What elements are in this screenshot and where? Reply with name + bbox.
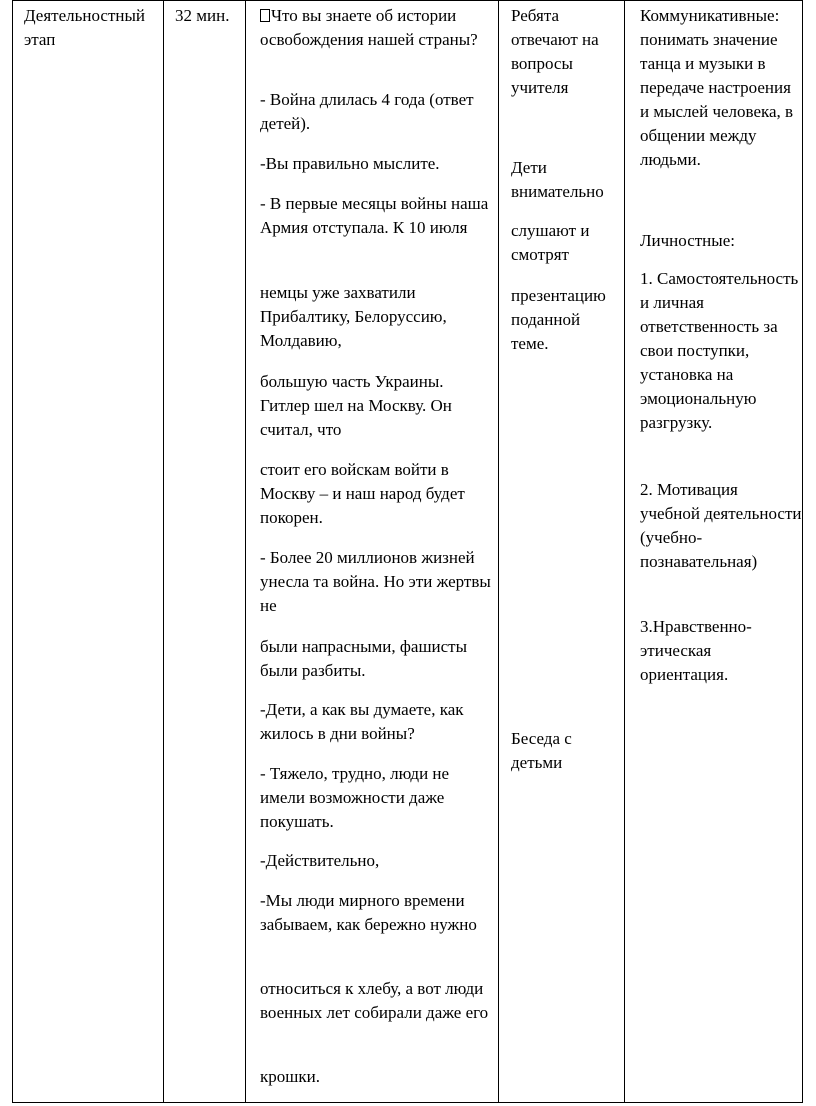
uud-paragraph: Личностные:	[640, 231, 735, 250]
uud-paragraph: 2. Мотивация учебной деятельности (учебно-познавательная)	[640, 480, 802, 571]
student-activity-column	[498, 1, 624, 1102]
teacher-paragraph: - Более 20 миллионов жизней унесла та война. Но эти жертвы не	[260, 548, 491, 615]
student-paragraph: презентацию поданной теме.	[511, 286, 606, 353]
teacher-paragraph: стоит его войскам войти в Москву – и наш народ будет покорен.	[260, 460, 465, 527]
teacher-activity-column	[245, 1, 498, 1102]
student-paragraph: Беседа с детьми	[511, 729, 572, 772]
symbol-glyph	[260, 9, 270, 22]
teacher-paragraph: -Действительно,	[260, 851, 380, 870]
uud-paragraph: Коммуникативные: понимать значение танца и музыки в передаче настроения и мыслей человека, в общении между людьми.	[640, 6, 794, 169]
teacher-paragraph: - В первые месяцы войны наша Армия отступала. К 10 июля	[260, 194, 489, 237]
teacher-paragraph: -Мы люди мирного времени забываем, как бережно нужно	[260, 891, 477, 934]
lesson-plan-table	[12, 0, 803, 1103]
teacher-paragraph: -Дети, а как вы думаете, как жилось в дни войны?	[260, 700, 464, 743]
stage-cell: Деятельностный этап	[24, 6, 145, 49]
uud-paragraph: 1. Самостоятельность и личная ответственность за свои поступки, установка на эмоциональную разгрузку.	[640, 269, 799, 432]
teacher-paragraph: - Тяжело, трудно, люди не имели возможности даже покушать.	[260, 764, 450, 831]
teacher-paragraph: немцы уже захватили Прибалтику, Белоруссию, Молдавию,	[260, 283, 447, 350]
student-paragraph: Дети внимательно	[511, 158, 604, 201]
teacher-paragraph: -Вы правильно мыслите.	[260, 154, 440, 173]
stage-column	[13, 1, 163, 1102]
duration-column	[163, 1, 245, 1102]
student-paragraph: слушают и смотрят	[511, 221, 590, 264]
duration-cell: 32 мин.	[175, 6, 230, 25]
uud-paragraph: 3.Нравственно-этическая ориентация.	[640, 617, 752, 684]
uud-column	[624, 1, 804, 1102]
teacher-paragraph: были напрасными, фашисты были разбиты.	[260, 637, 468, 680]
teacher-paragraph: - Война длилась 4 года (ответ детей).	[260, 90, 474, 133]
teacher-paragraph: крошки.	[260, 1067, 320, 1086]
teacher-paragraph: относиться к хлебу, а вот люди военных лет собирали даже его	[260, 979, 489, 1022]
student-paragraph: Ребята отвечают на вопросы учителя	[511, 6, 599, 97]
teacher-paragraph: большую часть Украины. Гитлер шел на Москву. Он считал, что	[260, 372, 452, 439]
teacher-paragraph: Что вы знаете об истории освобождения нашей страны?	[260, 6, 478, 49]
